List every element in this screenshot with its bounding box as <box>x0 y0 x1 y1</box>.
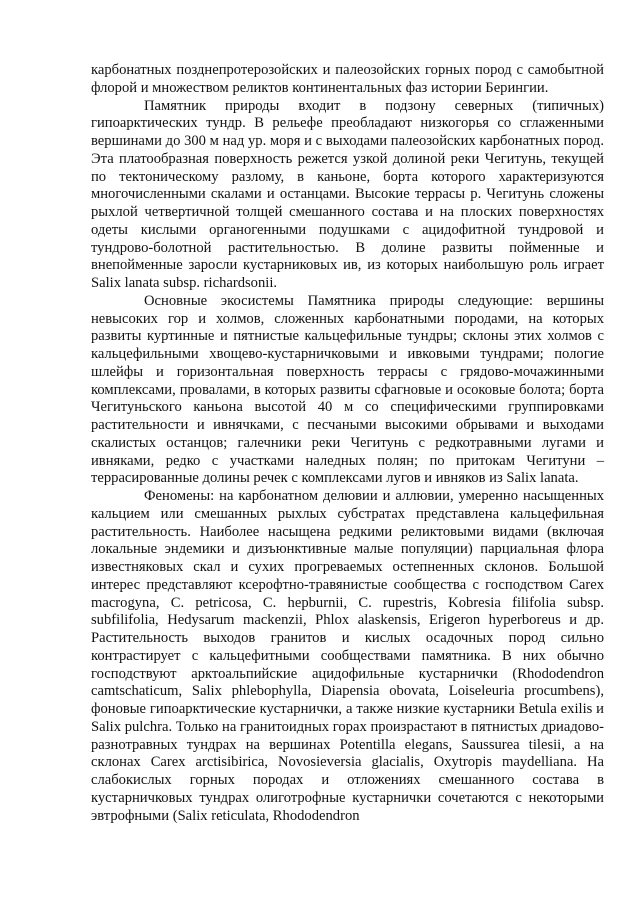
paragraph-continuation: карбонатных позднепротерозойских и палеозойских горных пород с самобытной флорой и множеством реликтов континентальных фаз истории Берингии. <box>91 62 604 96</box>
paragraph-nature-monument: Памятник природы входит в подзону северных (типичных) гипоарктических тундр. В рельефе преобладают низкогорья со сглаженными вершинами до 300 м над ур. моря и с выходами палеозойских карбонатных пород. Эта платообразная поверхность режется узкой долиной реки Чегитунь, текущей по тектоническому разлому, в каньоне, борта которого характеризуются многочисленными скалами и останцами. Высокие террасы р. Чегитунь сложены рыхлой четвертичной толщей смешанного состава и на плоских поверхностях одеты кислыми органогенными подушками с ацидофитной тундровой и тундрово-болотной растительностью. В долине развиты пойменные и внепойменные заросли кустарниковых ив, из которых наибольшую роль играет Salix lanata subsp. richardsonii. <box>91 97 604 291</box>
paragraph-ecosystems: Основные экосистемы Памятника природы следующие: вершины невысоких гор и холмов, сложенных карбонатными породами, на которых развиты куртинные и пятнистые кальцефильные тундры; склоны этих холмов с кальцефильными хвощево-кустарничковыми и ивковыми тундрами; пологие шлейфы и горизонтальная поверхность террасы с грядово-мочажинными комплексами, провалами, в которых развиты сфагновые и осоковые болота; борта Чегитуньского каньона высотой 40 м со специфическими группировками растительности и ивнячками, с песчаными высокими обрывами и выходами скалистых останцов; галечники реки Чегитунь с редкотравными лугами и ивняками, редко с участками наледных полян; по притокам Чегитуни – террасированные долины речек с комплексами лугов и ивняков из Salix lanata. <box>91 292 604 487</box>
paragraph-phenomena: Феномены: на карбонатном делювии и аллювии, умеренно насыщенных кальцием или смешанных рыхлых субстратах представлена кальцефильная растительность. Наиболее насыщена редкими реликтовыми видами (включая локальные эндемики и дизъюнктивные малые популяции) парциальная флора известняковых скал и сухих прогреваемых остепненных склонов. Большой интерес представляют ксерофтно-травянистые сообщества с господством Carex macrogyna, C. petricosa, C. hepburnii, C. rupestris, Kobresia filifolia subsp. subfilifolia, Hedysarum mackenzii, Phlox alaskensis, Erigeron hyperboreus и др. Растительность выходов гранитов и кислых осадочных пород сильно контрастирует с кальцефитными сообществами памятника. В них обычно господствуют арктоальпийские ацидофильные кустарнички (Rhododendron camtschaticum, Salix phlebophylla, Diapensia obovata, Loiseleuria procumbens), фоновые гипоарктические кустарнички, а также низкие кустарники Betula exilis и Salix pulchra. Только на гранитоидных горах произрастают в пятнистых дриадово-разнотравных тундрах на вершинах Potentilla elegans, Saussurea tilesii, а на склонах Carex arctisibirica, Novosieversia glacialis, Oxytropis maydelliana. На слабокислых горных породах и отложениях смешанного состава в кустарничковых тундрах олиготрофные кустарнички сочетаются с некоторыми эвтрофными (Salix reticulata, Rhododendron <box>91 488 604 824</box>
document-page <box>91 62 604 825</box>
